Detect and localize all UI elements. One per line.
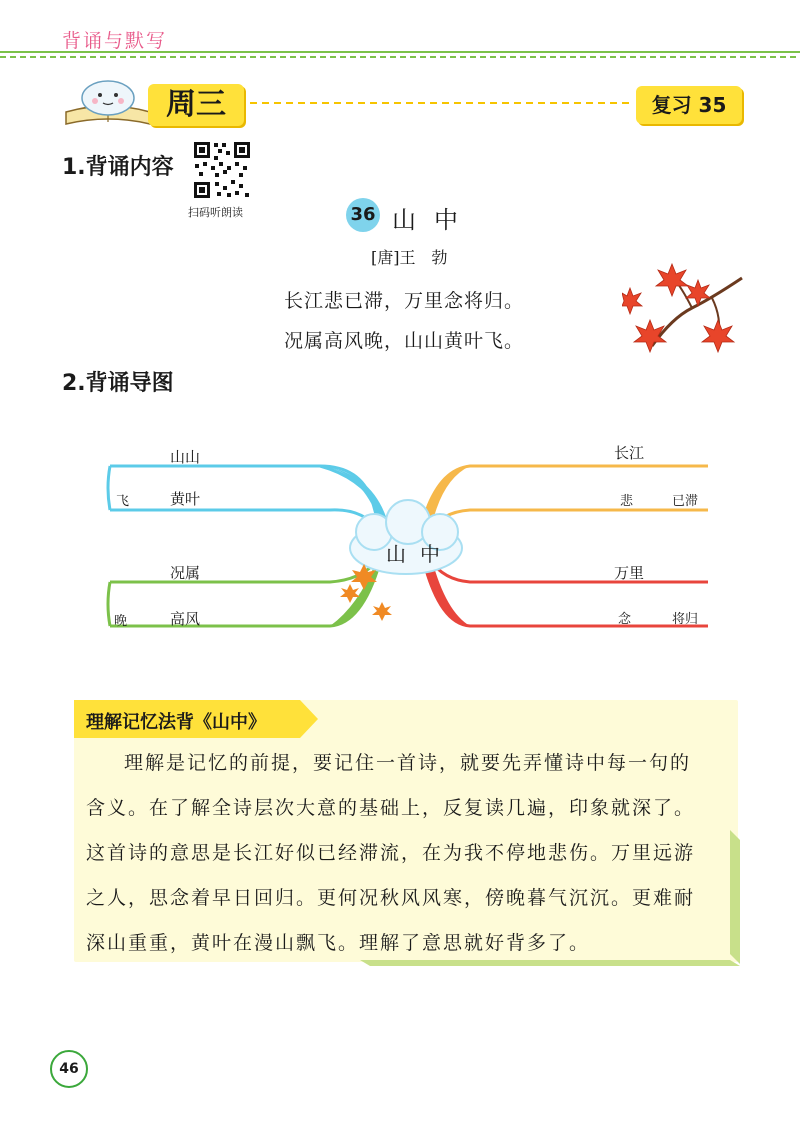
mindmap-label: 况属 <box>170 564 201 582</box>
mindmap-label: 将归 <box>672 612 699 627</box>
poem-author: [唐]王 勃 <box>371 248 448 267</box>
tip-text-line: 深山重重，黄叶在漫山飘飞。理解了意思就好背多了。 <box>86 932 591 954</box>
mindmap-center-label: 山中 <box>386 542 454 566</box>
recite-heading: 1.背诵内容 <box>62 155 174 180</box>
tip-text-line: 含义。在了解全诗层次大意的基础上，反复读几遍，印象就深了。 <box>86 797 696 819</box>
qr-code-icon[interactable] <box>192 140 252 200</box>
mindmap-label: 山山 <box>170 448 201 466</box>
maple-leaves-icon <box>622 258 746 362</box>
header-title: 背诵与默写 <box>62 30 168 52</box>
tip-text-line: 理解是记忆的前提，要记住一首诗，就要先弄懂诗中每一句的 <box>124 752 692 774</box>
mindmap-label: 黄叶 <box>170 490 201 508</box>
mindmap-label: 悲 <box>620 494 634 509</box>
poem-number-badge: 36 <box>346 198 380 232</box>
poem-title: 山中 <box>392 206 476 234</box>
tip-box-accent <box>360 956 740 966</box>
tip-box-accent <box>726 830 740 964</box>
book-mascot-icon <box>62 72 154 132</box>
tip-text-line: 这首诗的意思是长江好似已经滞流，在为我不停地悲伤。万里远游 <box>86 842 696 864</box>
review-badge: 复习 35 <box>636 86 742 124</box>
banner-dashed-rule <box>250 101 630 105</box>
mindmap-label: 晚 <box>114 614 128 629</box>
mindmap-label: 飞 <box>116 494 130 509</box>
poem-line: 况属高风晚，山山黄叶飞。 <box>284 330 525 352</box>
qr-caption: 扫码听朗读 <box>188 206 243 219</box>
page-number: 46 <box>50 1050 88 1088</box>
mindmap-label: 万里 <box>614 564 645 582</box>
day-badge: 周三 <box>148 84 244 126</box>
mindmap-label: 念 <box>618 612 632 627</box>
poem-line: 长江悲已滞，万里念将归。 <box>284 290 525 312</box>
tip-title: 理解记忆法背《山中》 <box>86 712 266 733</box>
tip-text-line: 之人，思念着早日回归。更何况秋风风寒，傍晚暮气沉沉。更难耐 <box>86 887 696 909</box>
mindmap-label: 高风 <box>170 610 201 628</box>
tip-box <box>74 700 738 962</box>
mindmap-heading: 2.背诵导图 <box>62 371 174 396</box>
header-rule <box>0 50 800 60</box>
mindmap-label: 长江 <box>614 444 645 462</box>
mindmap-label: 已滞 <box>672 494 699 509</box>
